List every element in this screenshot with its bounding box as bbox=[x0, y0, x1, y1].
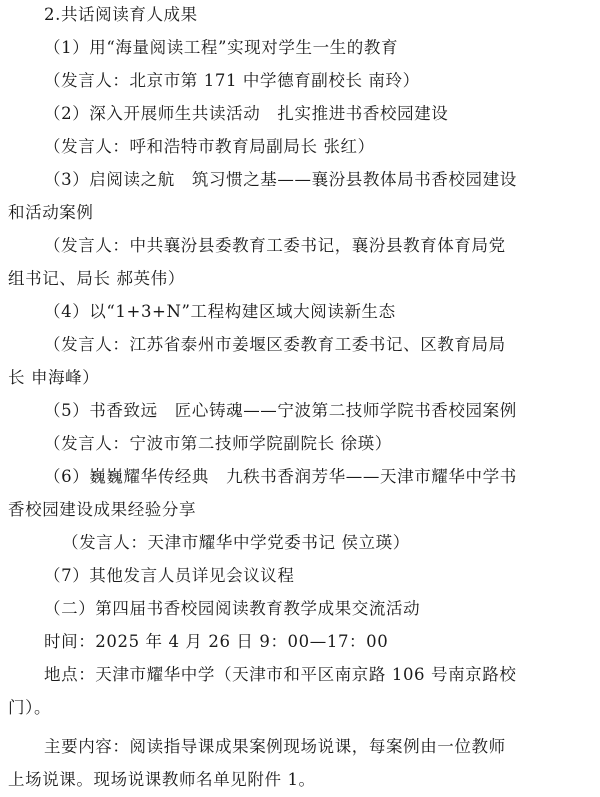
item-5-speaker: （发言人：宁波市第二技师学院副院长 徐瑛） bbox=[44, 434, 392, 453]
item-5-title: （5）书香致远 匠心铸魂——宁波第二技师学院书香校园案例 bbox=[44, 401, 517, 420]
item-6-title: （6）巍巍耀华传经典 九秩书香润芳华——天津市耀华中学书 bbox=[44, 467, 517, 486]
item-3-speaker: （发言人：中共襄汾县委教育工委书记，襄汾县教育体育局党 bbox=[44, 236, 506, 255]
item-4-speaker: （发言人：江苏省泰州市姜堰区委教育工委书记、区教育局局 bbox=[44, 335, 506, 354]
subsection-heading: （二）第四届书香校园阅读教育教学成果交流活动 bbox=[44, 599, 421, 618]
item-1-title: （1）用“海量阅读工程”实现对学生一生的教育 bbox=[44, 38, 399, 57]
item-1-speaker: （发言人：北京市第 171 中学德育副校长 南玲） bbox=[44, 71, 420, 90]
item-6-title-cont: 香校园建设成果经验分享 bbox=[8, 500, 197, 519]
item-2-title: （2）深入开展师生共读活动 扎实推进书香校园建设 bbox=[44, 104, 449, 123]
item-2-speaker: （发言人：呼和浩特市教育局副局长 张红） bbox=[44, 137, 375, 156]
section-heading: 2.共话阅读育人成果 bbox=[44, 5, 198, 24]
item-7: （7）其他发言人员详见会议议程 bbox=[44, 566, 295, 585]
event-location: 地点：天津市耀华中学（天津市和平区南京路 106 号南京路校 bbox=[44, 665, 517, 684]
event-main-content: 主要内容：阅读指导课成果案例现场说课，每案例由一位教师 bbox=[44, 737, 506, 756]
event-time: 时间：2025 年 4 月 26 日 9：00—17：00 bbox=[44, 632, 389, 651]
item-3-title: （3）启阅读之航 筑习惯之基——襄汾县教体局书香校园建设 bbox=[44, 170, 517, 189]
event-main-content-cont: 上场说课。现场说课教师名单见附件 1。 bbox=[8, 770, 316, 789]
item-3-title-cont: 和活动案例 bbox=[8, 203, 94, 222]
item-4-title: （4）以“1+3+N”工程构建区域大阅读新生态 bbox=[44, 302, 396, 321]
event-location-cont: 门）。 bbox=[8, 698, 52, 717]
item-3-speaker-cont: 组书记、局长 郝英伟） bbox=[8, 269, 185, 288]
item-4-speaker-cont: 长 申海峰） bbox=[8, 368, 100, 387]
item-6-speaker: （发言人：天津市耀华中学党委书记 侯立瑛） bbox=[62, 533, 410, 552]
